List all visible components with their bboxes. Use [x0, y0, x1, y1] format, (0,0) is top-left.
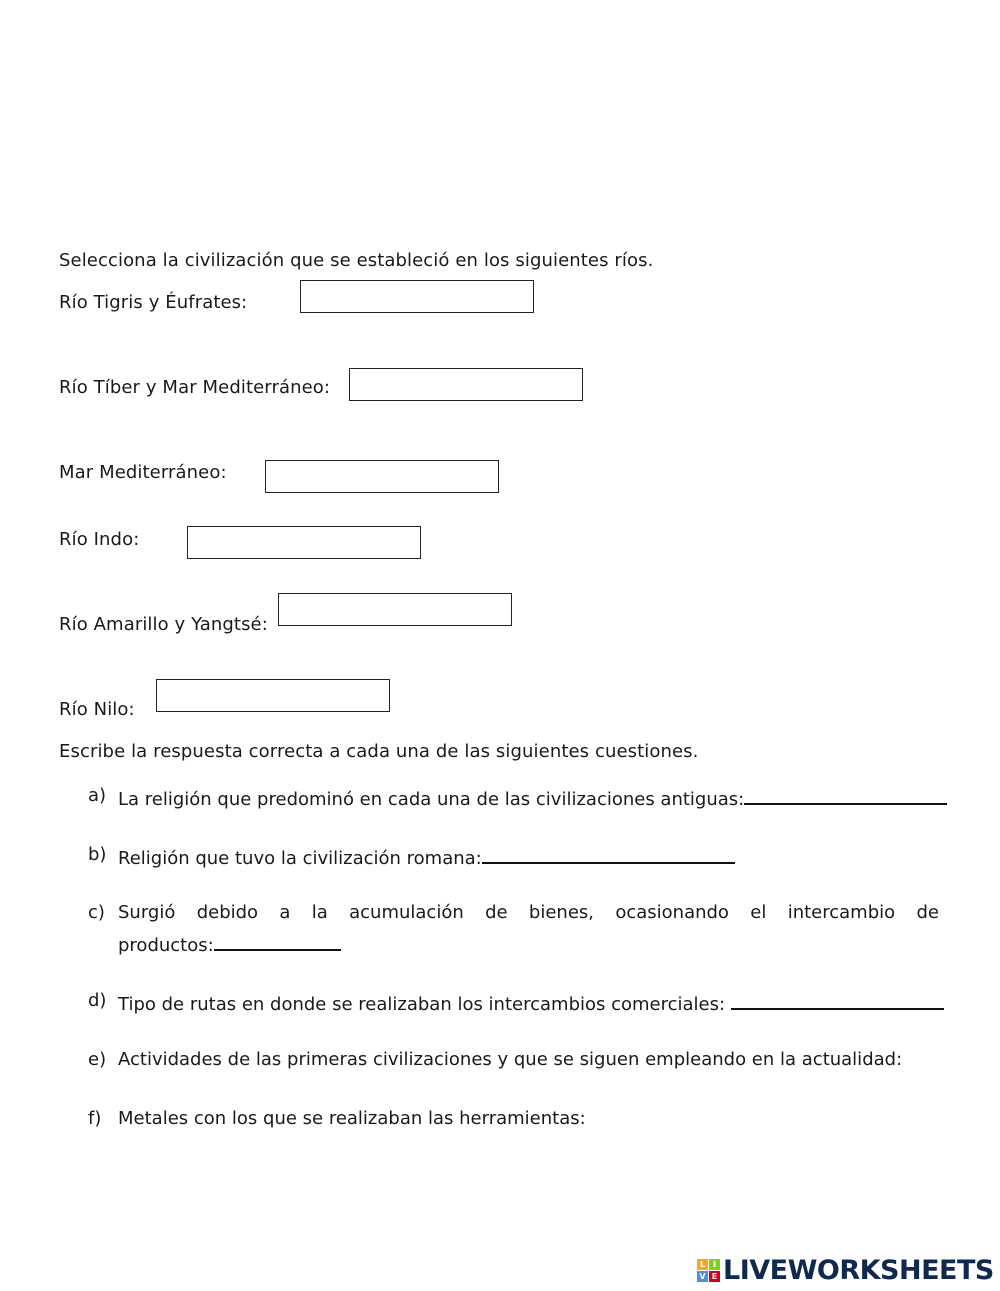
question-c-word: bienes,	[528, 902, 594, 923]
question-d-blank[interactable]	[731, 990, 944, 1010]
question-d-letter: d)	[88, 990, 107, 1011]
liveworksheets-logo	[697, 1255, 994, 1286]
logo-squares-icon	[697, 1259, 720, 1282]
question-a-letter: a)	[88, 785, 107, 806]
question-c-word: acumulación	[349, 902, 464, 923]
label-mar-mediterraneo: Mar Mediterráneo:	[59, 462, 227, 483]
question-c-line2	[118, 931, 341, 957]
logo-square: I	[709, 1259, 720, 1270]
answer-box-amarillo-yangtse[interactable]	[278, 593, 512, 626]
label-tiber-mediterraneo: Río Tíber y Mar Mediterráneo:	[59, 377, 331, 398]
label-indo: Río Indo:	[59, 529, 140, 550]
question-c-word: a	[279, 902, 291, 923]
question-c-text2: productos:	[118, 935, 214, 956]
question-e-letter: e)	[88, 1049, 107, 1070]
question-b	[118, 844, 735, 870]
question-b-blank[interactable]	[482, 844, 735, 864]
section1-instruction: Selecciona la civilización que se estableció en los siguientes ríos.	[59, 250, 654, 271]
question-a-text: La religión que predominó en cada una de las civilizaciones antiguas:	[118, 789, 745, 810]
question-c-word: el	[750, 902, 767, 923]
question-f-letter: f)	[88, 1108, 102, 1129]
question-c-word: ocasionando	[615, 902, 729, 923]
answer-box-nilo[interactable]	[156, 679, 390, 712]
question-d	[118, 990, 944, 1016]
question-c-word: la	[311, 902, 328, 923]
answer-box-mar-mediterraneo[interactable]	[265, 460, 499, 493]
question-e-text: Actividades de las primeras civilizaciones y que se siguen empleando en la actualidad:	[118, 1049, 903, 1070]
question-f-text: Metales con los que se realizaban las herramientas:	[118, 1108, 586, 1129]
answer-box-tigris-eufrates[interactable]	[300, 280, 534, 313]
label-amarillo-yangtse: Río Amarillo y Yangtsé:	[59, 614, 268, 635]
logo-square: L	[697, 1259, 708, 1270]
logo-square: E	[709, 1271, 720, 1282]
label-nilo: Río Nilo:	[59, 699, 135, 720]
question-d-text: Tipo de rutas en donde se realizaban los intercambios comerciales:	[118, 994, 726, 1015]
logo-square: V	[697, 1271, 708, 1282]
question-c-word: de	[485, 902, 508, 923]
question-e	[118, 1049, 902, 1071]
question-c-letter: c)	[88, 902, 105, 923]
question-c-word: Surgió	[118, 902, 176, 923]
question-c-word: intercambio	[787, 902, 896, 923]
question-c-line1	[118, 902, 939, 924]
question-b-text: Religión que tuvo la civilización romana:	[118, 848, 482, 869]
label-tigris-eufrates: Río Tigris y Éufrates:	[59, 292, 248, 313]
question-c-word: debido	[196, 902, 259, 923]
answer-box-indo[interactable]	[187, 526, 421, 559]
question-c-word: de	[916, 902, 939, 923]
answer-box-tiber-mediterraneo[interactable]	[349, 368, 583, 401]
question-a	[118, 785, 947, 811]
section2-instruction: Escribe la respuesta correcta a cada una de las siguientes cuestiones.	[59, 741, 699, 762]
question-a-blank[interactable]	[744, 785, 947, 805]
question-c-blank[interactable]	[214, 931, 341, 951]
question-b-letter: b)	[88, 844, 107, 865]
logo-text: LIVEWORKSHEETS	[723, 1255, 994, 1286]
question-f	[118, 1108, 586, 1130]
